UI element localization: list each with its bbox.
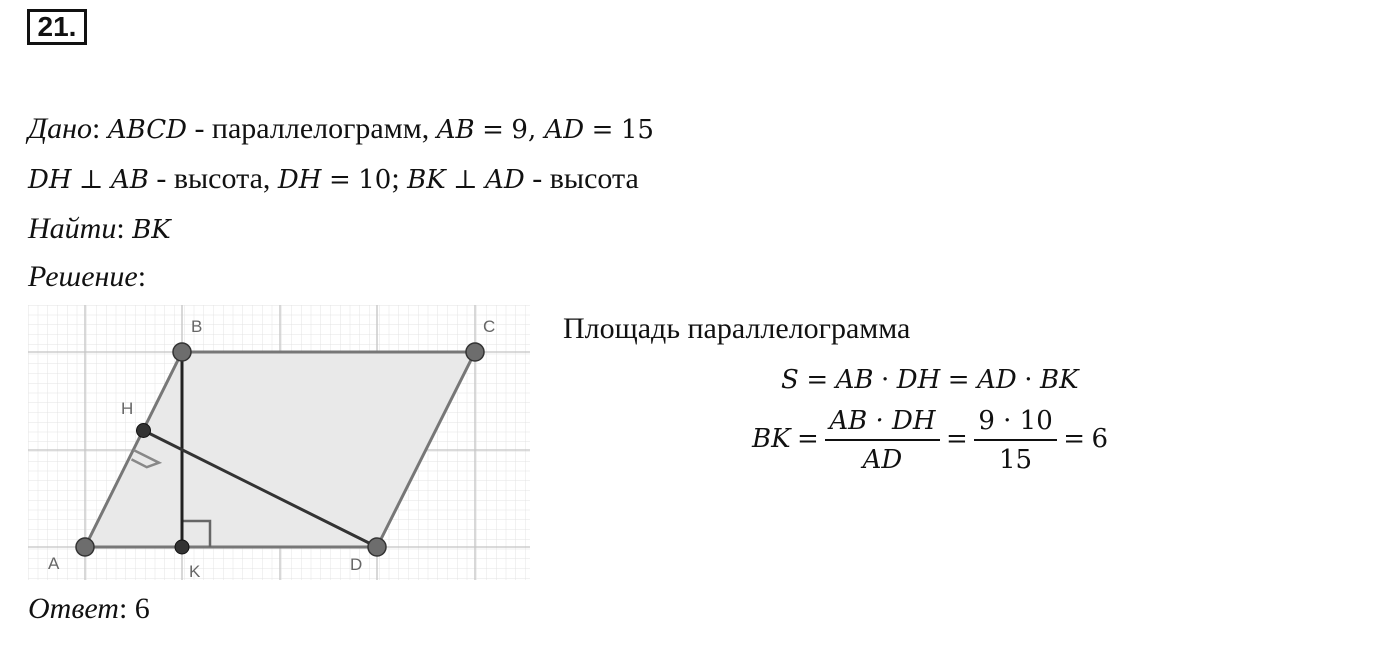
label-a: A (48, 554, 60, 573)
given-label: Дано (28, 112, 92, 145)
find-label: Найти (28, 212, 117, 245)
explanation-heading: Площадь параллелограмма (563, 312, 911, 345)
answer-value: 6 (134, 592, 150, 625)
find-line: Найти: BK (28, 212, 171, 245)
find-value: BK (132, 215, 171, 245)
fraction-numeric: $\frac{9 \cdot 10}{15}$ (974, 403, 1056, 479)
solution-label: Решение (28, 260, 138, 293)
given-line-1: Дано: ABCD - параллелограмм, AB = 9, AD = 15 (28, 112, 654, 145)
point-c (466, 343, 484, 361)
answer-label: Ответ (28, 592, 119, 625)
point-d (368, 538, 386, 556)
formula-bk: BK = $\frac{AB \cdot DH}{AD}$ = $\frac{9 \cdot 10}{15}$ = 6 (752, 403, 1108, 479)
formula-result: 6 (1091, 423, 1109, 454)
label-c: C (483, 317, 496, 336)
point-b (173, 343, 191, 361)
point-h (137, 424, 151, 438)
label-b: B (191, 317, 203, 336)
formula-area: S = AB · DH = AD · BK (781, 365, 1079, 395)
answer-line: Ответ: 6 (28, 592, 150, 625)
label-k: K (189, 562, 201, 580)
point-k (175, 540, 189, 554)
label-d: D (350, 555, 363, 574)
point-a (76, 538, 94, 556)
solution-line: Решение: (28, 260, 147, 293)
parallelogram-figure (28, 305, 530, 580)
fraction-symbolic: $\frac{AB \cdot DH}{AD}$ (825, 403, 939, 479)
problem-number: 21. (27, 9, 87, 45)
given-line-2: DH ⊥ AB - высота, DH = 10; BK ⊥ AD - высота (28, 162, 639, 195)
label-h: H (121, 399, 134, 418)
